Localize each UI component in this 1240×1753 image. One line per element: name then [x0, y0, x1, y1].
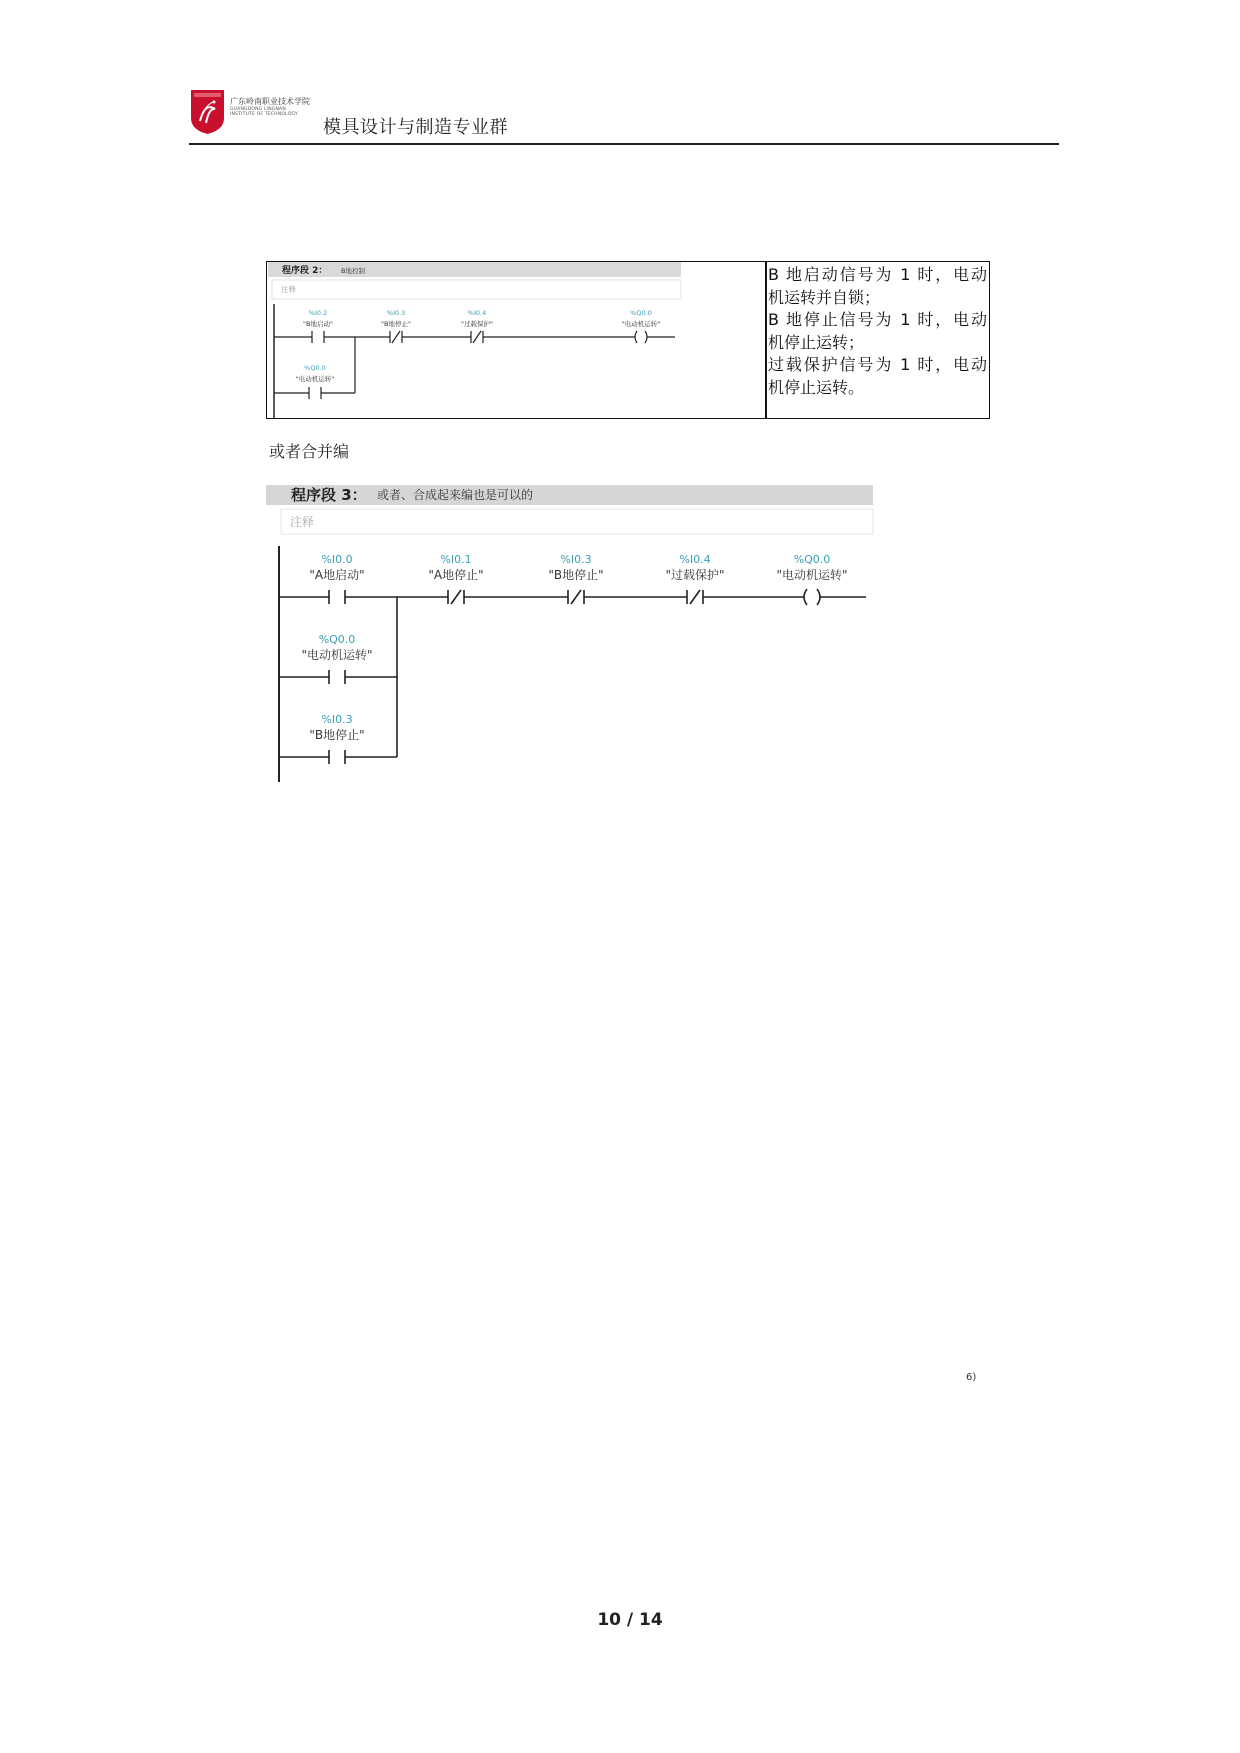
segment2-coil — [622, 309, 660, 343]
contact-address: %Q0.0 — [304, 364, 326, 372]
contact-address: %I0.4 — [467, 309, 487, 317]
contact-address: %I0.3 — [386, 309, 406, 317]
contact-address: %Q0.0 — [318, 633, 356, 646]
coil-tag: "电动机运转" — [621, 320, 661, 328]
segment2-branch-contact — [296, 364, 334, 399]
contact-address: %I0.3 — [321, 713, 353, 726]
table-column-divider — [765, 261, 767, 419]
contact-tag: "B地停止" — [309, 728, 365, 742]
segment3-title: 或者、合成起来编也是可以的 — [377, 488, 534, 502]
segment2-heading: 程序段 2： — [282, 266, 328, 276]
contact-address: %I0.2 — [308, 309, 328, 317]
segment2-table — [266, 261, 990, 419]
description-line: 过载保护信号为 1 时，电动 — [768, 355, 987, 374]
contact-tag: "电动机运转" — [295, 375, 335, 383]
contact-tag: "B地停止" — [548, 568, 604, 582]
contact-address: %I0.0 — [321, 553, 353, 566]
coil-icon — [804, 589, 820, 605]
description-line: B 地停止信号为 1 时，电动 — [768, 310, 987, 329]
contact-tag: "B地停止" — [381, 320, 411, 328]
segment2-ladder-diagram — [267, 262, 765, 418]
institution-name-cn: 广东岭南职业技术学院 — [230, 97, 310, 106]
coil-icon — [635, 331, 647, 343]
contact-tag: "电动机运转" — [301, 648, 373, 662]
segment2-title: B地控制 — [341, 267, 365, 275]
segment2-comment-label: 注释 — [281, 285, 296, 294]
contact-address: %I0.4 — [679, 553, 711, 566]
coil-tag: "电动机运转" — [776, 568, 848, 582]
normally-open-contact-icon — [309, 387, 321, 399]
contact-tag: "A地停止" — [428, 568, 484, 582]
page-number: 10 / 14 — [597, 1610, 663, 1630]
description-line: 机停止运转。 — [768, 377, 865, 397]
header-rule — [189, 143, 1059, 145]
segment3-comment-box — [281, 509, 873, 534]
segment2-contact-1 — [303, 309, 333, 343]
segment2-contact-2 — [381, 309, 411, 343]
normally-open-contact-icon — [329, 670, 345, 684]
margin-note: 6) — [966, 1372, 977, 1383]
coil-address: %Q0.0 — [793, 553, 831, 566]
normally-open-contact-icon — [329, 750, 345, 764]
contact-address: %I0.1 — [440, 553, 472, 566]
contact-tag: "B地启动" — [303, 320, 333, 328]
normally-closed-contact-icon — [448, 590, 464, 604]
contact-tag: "过载保护" — [461, 320, 493, 328]
institution-name-en-line1: GUANGDONG LINGNAN — [230, 107, 286, 112]
program-group-title: 模具设计与制造专业群 — [323, 117, 508, 138]
contact-address: %I0.3 — [560, 553, 592, 566]
description-line: 机停止运转； — [768, 332, 865, 352]
normally-open-contact-icon — [329, 590, 345, 604]
lingnan-college-logo-icon — [191, 90, 224, 134]
segment2-comment-box — [272, 280, 681, 299]
segment3-comment-label: 注释 — [290, 515, 315, 529]
normally-closed-contact-icon — [471, 331, 483, 343]
body-text: 或者合并编 — [269, 442, 350, 461]
normally-closed-contact-icon — [687, 590, 703, 604]
segment2-contact-3 — [461, 309, 493, 343]
normally-closed-contact-icon — [568, 590, 584, 604]
contact-tag: "过载保护" — [665, 568, 725, 582]
description-line: B 地启动信号为 1 时，电动 — [768, 265, 987, 284]
normally-closed-contact-icon — [390, 331, 402, 343]
segment3-heading: 程序段 3： — [291, 486, 367, 504]
coil-address: %Q0.0 — [630, 309, 652, 317]
segment2-description — [768, 264, 987, 399]
segment2-header-bar — [268, 262, 681, 277]
segment3-ladder-diagram — [266, 485, 876, 785]
description-line: 机运转并自锁； — [768, 287, 881, 307]
institution-name-en-line2: INSTITUTE OF TECHNOLOGY — [230, 112, 298, 117]
contact-tag: "A地启动" — [309, 568, 365, 582]
normally-open-contact-icon — [312, 331, 324, 343]
